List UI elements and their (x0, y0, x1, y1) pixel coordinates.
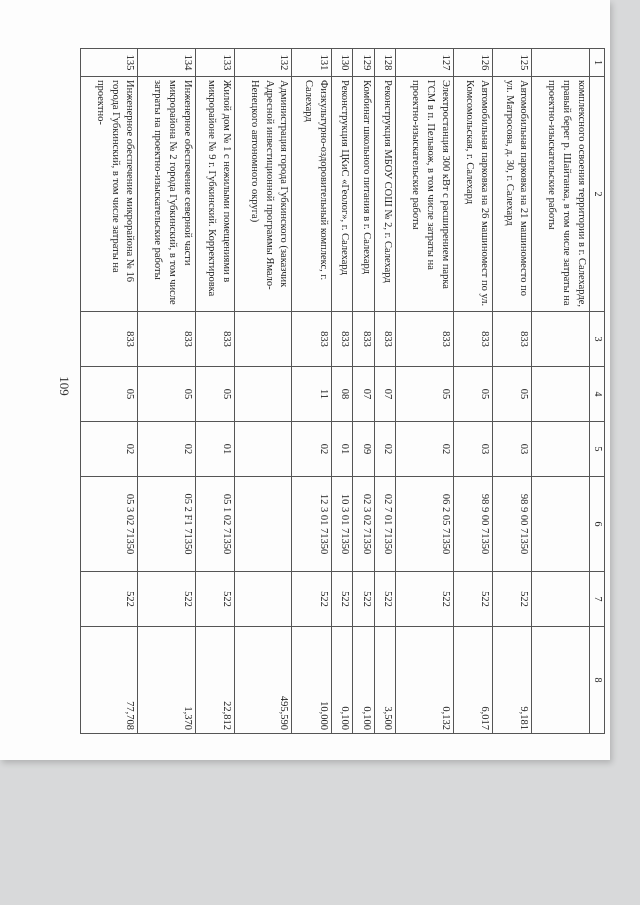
object-name-cell: Реконструкция МБОУ СОШ № 2, г. Салехард (374, 77, 396, 312)
table-row (195, 49, 234, 734)
object-name-cell: Администрация города Губкинского (заказчик Адресной инвестиционной программы Ямало-Ненецкого автономного округа) (235, 77, 292, 312)
section-code-cell: 05 (195, 367, 234, 422)
expense-type-cell: 522 (374, 572, 396, 627)
row-number-cell: 128 (374, 49, 396, 77)
expense-type-cell: 522 (331, 572, 353, 627)
amount-cell: 0,100 (331, 627, 353, 734)
amount-cell: 0,132 (396, 627, 453, 734)
header-row (589, 49, 604, 734)
expense-type-cell: 522 (138, 572, 195, 627)
ministry-code-cell: 833 (453, 312, 492, 367)
ministry-code-cell (235, 312, 292, 367)
column-header: 6 (589, 477, 604, 572)
ministry-code-cell: 833 (292, 312, 331, 367)
expense-type-cell (532, 572, 589, 627)
object-name-cell: Комбинат школьного питания в г. Салехард (353, 77, 375, 312)
ministry-code-cell: 833 (138, 312, 195, 367)
object-name-cell: Физкультурно-оздоровительный комплекс, г. Салехард (292, 77, 331, 312)
ministry-code-cell: 833 (396, 312, 453, 367)
ministry-code-cell: 833 (374, 312, 396, 367)
row-number-cell: 129 (353, 49, 375, 77)
ministry-code-cell: 833 (195, 312, 234, 367)
expense-type-cell: 522 (292, 572, 331, 627)
amount-cell: 495,590 (235, 627, 292, 734)
row-number-cell: 126 (453, 49, 492, 77)
object-name-cell: Автомобильная парковка на 26 машиномест по ул. Комсомольская, г. Салехард (453, 77, 492, 312)
target-item-cell (235, 477, 292, 572)
subsection-code-cell: 02 (138, 422, 195, 477)
target-item-cell: 12 3 01 71350 (292, 477, 331, 572)
expense-type-cell: 522 (493, 572, 532, 627)
object-name-cell: Реконструкция ЦКиС «Геолог», г. Салехард (331, 77, 353, 312)
subsection-code-cell: 09 (353, 422, 375, 477)
page-number: 109 (57, 376, 72, 396)
amount-cell: 1,370 (138, 627, 195, 734)
subsection-code-cell (532, 422, 589, 477)
table-row (235, 49, 292, 734)
expense-type-cell: 522 (453, 572, 492, 627)
column-header: 1 (589, 49, 604, 77)
object-name-cell: Автомобильная парковка на 21 машиноместо по ул. Матросова, д. 30, г. Салехард (493, 77, 532, 312)
row-number-cell: 131 (292, 49, 331, 77)
column-header: 5 (589, 422, 604, 477)
ministry-code-cell: 833 (493, 312, 532, 367)
row-number-cell: 125 (493, 49, 532, 77)
expense-type-cell: 522 (81, 572, 138, 627)
row-number-cell: 135 (81, 49, 138, 77)
object-name-cell: Электростанция 300 кВт с расширением парка ГСМ в п. Пельвож, в том числе затраты на проектно-изыскательские работы (396, 77, 453, 312)
row-number-cell: 127 (396, 49, 453, 77)
target-item-cell: 05 2 F1 71350 (138, 477, 195, 572)
budget-table (80, 48, 605, 734)
target-item-cell: 10 3 01 71350 (331, 477, 353, 572)
subsection-code-cell: 02 (81, 422, 138, 477)
subsection-code-cell: 02 (396, 422, 453, 477)
target-item-cell: 98 9 00 71350 (453, 477, 492, 572)
amount-cell: 77,708 (81, 627, 138, 734)
ministry-code-cell: 833 (81, 312, 138, 367)
row-number-cell: 133 (195, 49, 234, 77)
table-row (396, 49, 453, 734)
table-row (81, 49, 138, 734)
section-code-cell: 07 (374, 367, 396, 422)
subsection-code-cell (235, 422, 292, 477)
table-row (331, 49, 353, 734)
column-header: 2 (589, 77, 604, 312)
subsection-code-cell: 02 (374, 422, 396, 477)
target-item-cell (532, 477, 589, 572)
amount-cell: 10,000 (292, 627, 331, 734)
section-code-cell: 05 (493, 367, 532, 422)
object-name-cell: Инженерное обеспечение микрорайона № 16 города Губкинский, в том числе затраты на проектно- (81, 77, 138, 312)
table-row (353, 49, 375, 734)
table-row (493, 49, 532, 734)
section-code-cell: 05 (81, 367, 138, 422)
table-row (532, 49, 589, 734)
section-code-cell (235, 367, 292, 422)
amount-cell: 0,100 (353, 627, 375, 734)
object-name-cell: Жилой дом № 1 с нежилыми помещениями в микрорайоне № 9 г. Губкинский. Корректировка (195, 77, 234, 312)
table-row (138, 49, 195, 734)
column-header: 8 (589, 627, 604, 734)
subsection-code-cell: 03 (493, 422, 532, 477)
ministry-code-cell: 833 (331, 312, 353, 367)
amount-cell (532, 627, 589, 734)
table-row (292, 49, 331, 734)
amount-cell: 9,181 (493, 627, 532, 734)
row-number-cell: 134 (138, 49, 195, 77)
target-item-cell: 05 3 02 71350 (81, 477, 138, 572)
object-name-cell: комплексного освоения территории в г. Салехарде, правый берег р. Шайтанка, в том числе затраты на проектно-изыскательские работы (532, 77, 589, 312)
target-item-cell: 05 1 02 71350 (195, 477, 234, 572)
section-code-cell: 05 (138, 367, 195, 422)
subsection-code-cell: 03 (453, 422, 492, 477)
amount-cell: 3,500 (374, 627, 396, 734)
subsection-code-cell: 02 (292, 422, 331, 477)
object-name-cell: Инженерное обеспечение северной части микрорайона № 2 города Губкинский, в том числе затраты на проектно-изыскательские работы (138, 77, 195, 312)
expense-type-cell: 522 (195, 572, 234, 627)
rotated-table-container (80, 48, 605, 733)
expense-type-cell: 522 (396, 572, 453, 627)
section-code-cell: 11 (292, 367, 331, 422)
row-number-cell (532, 49, 589, 77)
row-number-cell: 130 (331, 49, 353, 77)
target-item-cell: 02 3 02 71350 (353, 477, 375, 572)
table-row (374, 49, 396, 734)
section-code-cell: 05 (453, 367, 492, 422)
section-code-cell (532, 367, 589, 422)
section-code-cell: 08 (331, 367, 353, 422)
section-code-cell: 07 (353, 367, 375, 422)
amount-cell: 22,812 (195, 627, 234, 734)
target-item-cell: 06 2 05 71350 (396, 477, 453, 572)
target-item-cell: 02 7 01 71350 (374, 477, 396, 572)
target-item-cell: 98 9 00 71350 (493, 477, 532, 572)
expense-type-cell: 522 (353, 572, 375, 627)
column-header: 3 (589, 312, 604, 367)
section-code-cell: 05 (396, 367, 453, 422)
table-row (453, 49, 492, 734)
column-header: 7 (589, 572, 604, 627)
ministry-code-cell: 833 (353, 312, 375, 367)
expense-type-cell (235, 572, 292, 627)
amount-cell: 6,017 (453, 627, 492, 734)
subsection-code-cell: 01 (195, 422, 234, 477)
ministry-code-cell (532, 312, 589, 367)
column-header: 4 (589, 367, 604, 422)
subsection-code-cell: 01 (331, 422, 353, 477)
row-number-cell: 132 (235, 49, 292, 77)
